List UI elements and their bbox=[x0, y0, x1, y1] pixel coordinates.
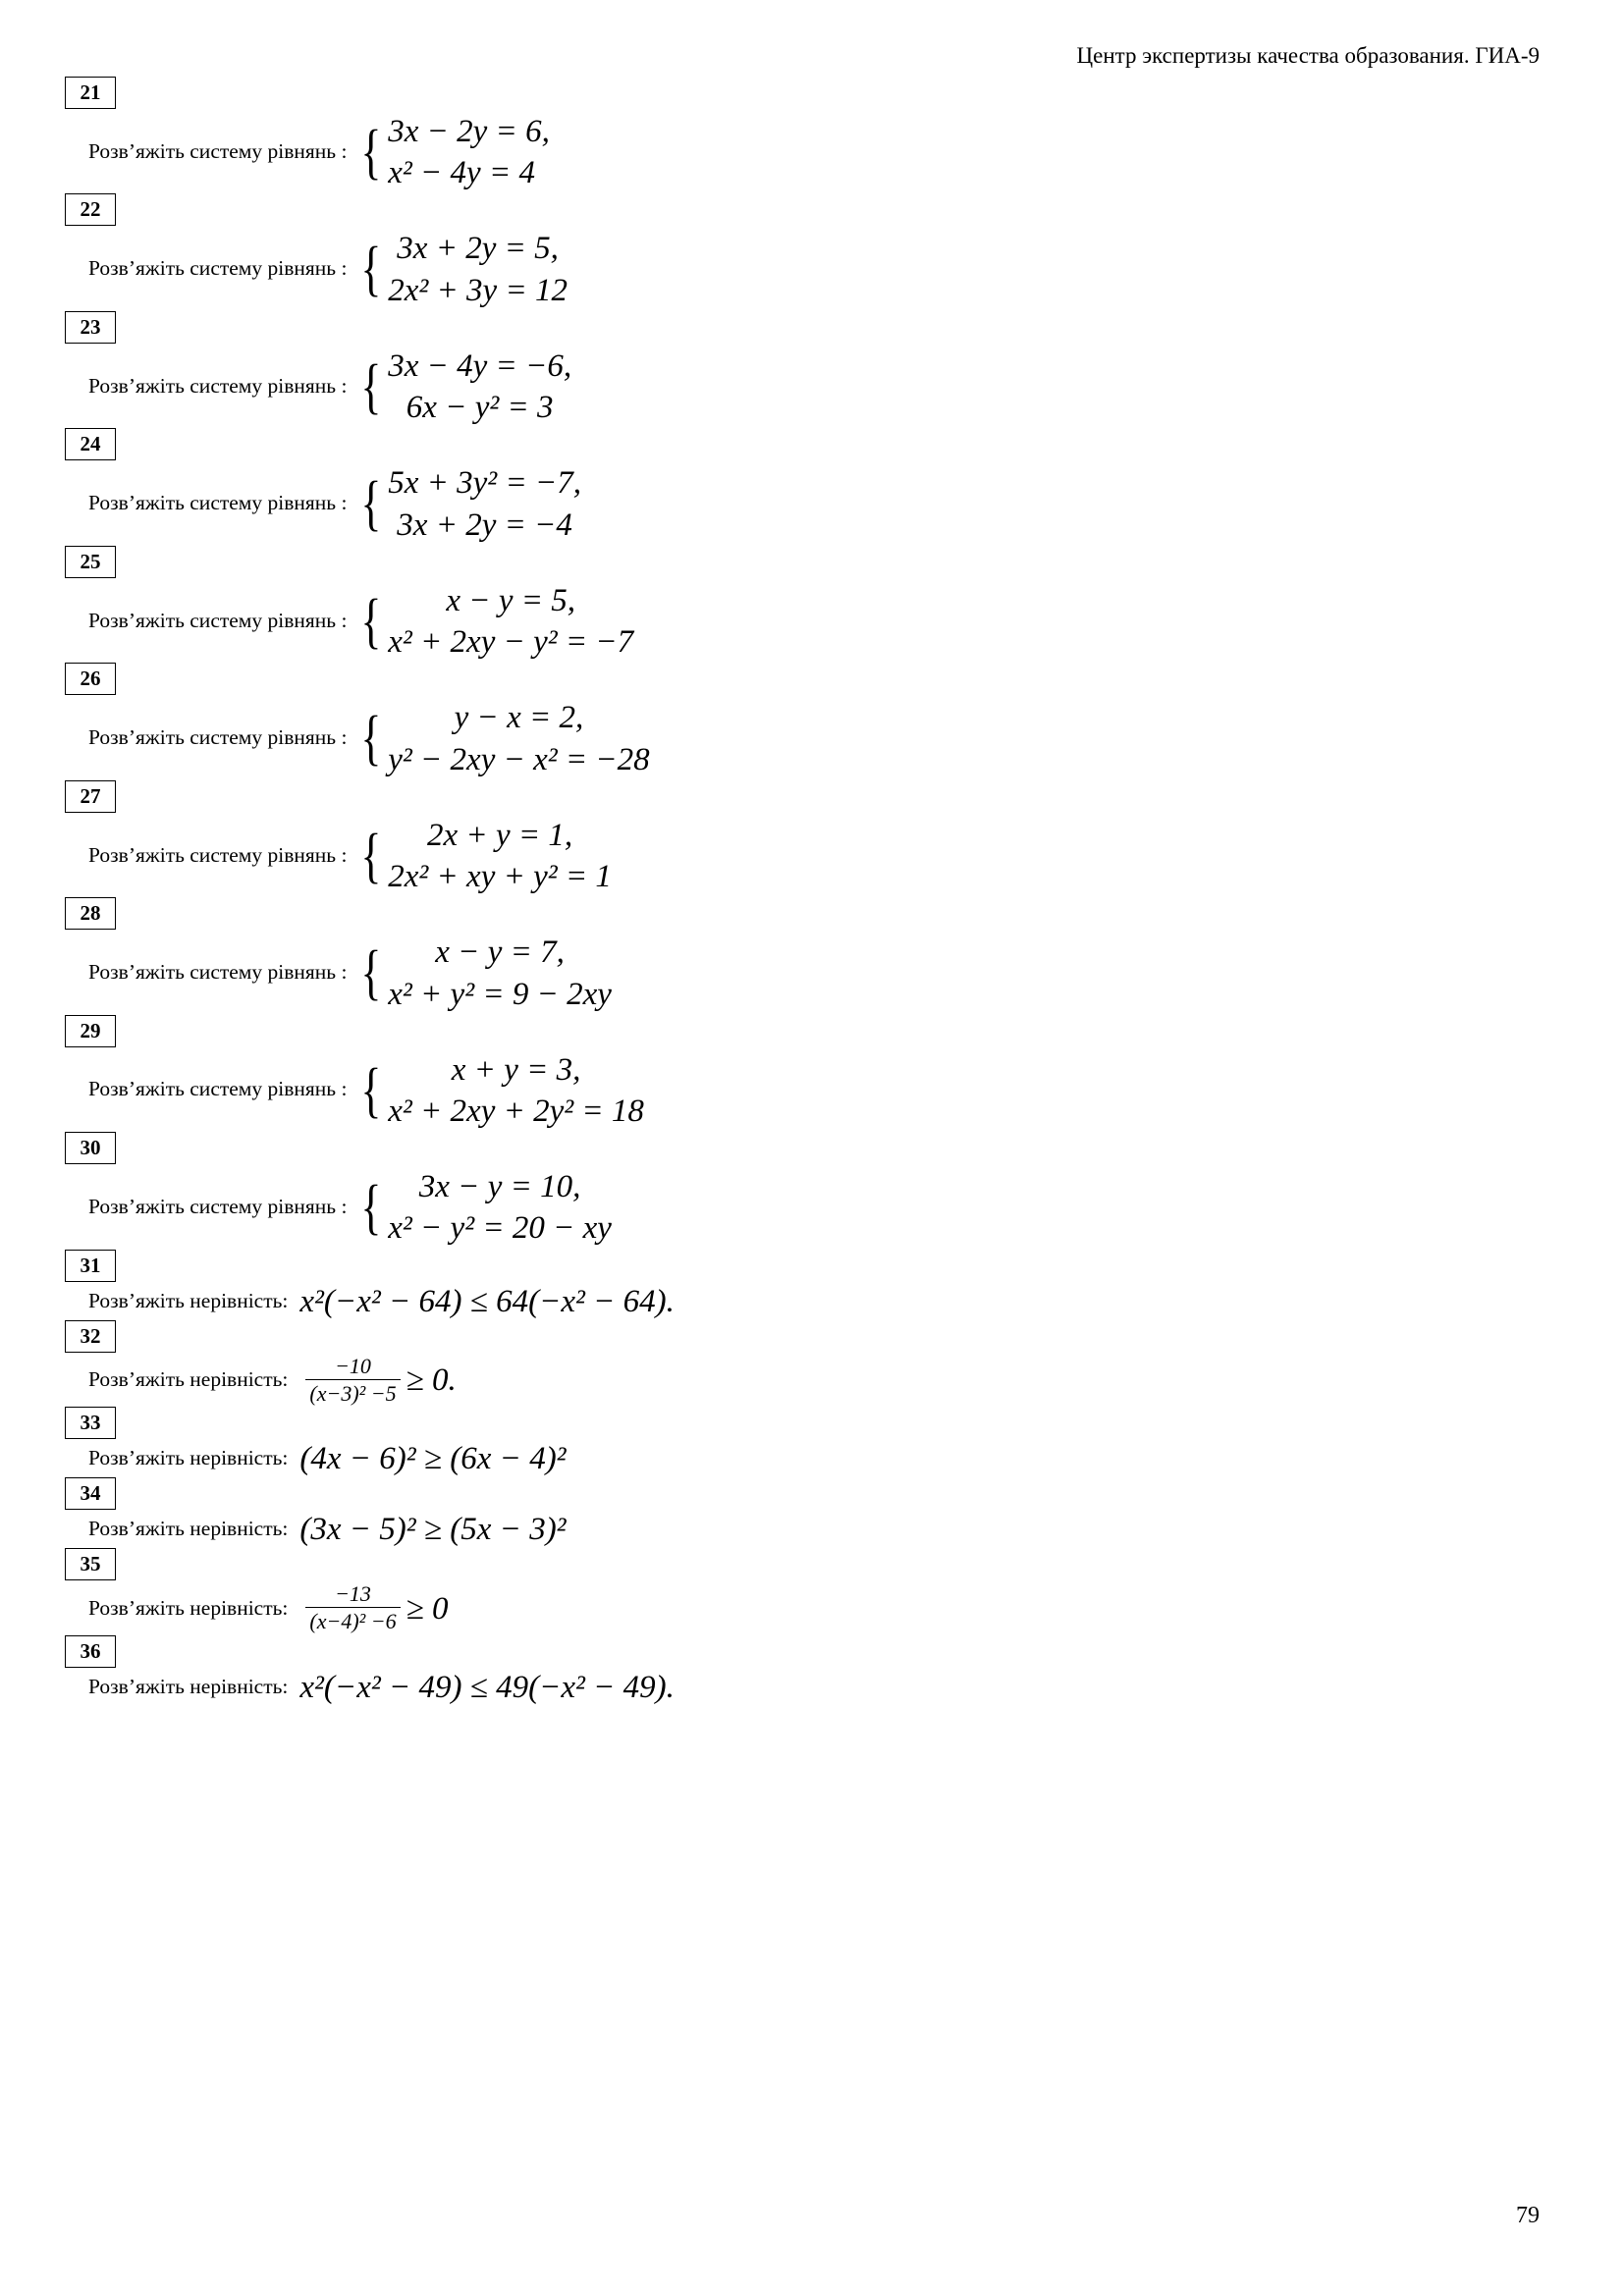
task-content bbox=[65, 1284, 1557, 1320]
task-content bbox=[65, 346, 1557, 428]
task-content bbox=[65, 1166, 1557, 1249]
equation-line: x − y = 5, bbox=[446, 582, 575, 618]
left-brace-icon: { bbox=[360, 822, 382, 889]
equation-system bbox=[356, 932, 611, 1014]
equation-system bbox=[356, 1166, 611, 1249]
fraction bbox=[305, 1582, 400, 1635]
equation-line: 2x + y = 1, bbox=[427, 817, 573, 853]
page-header: Центр экспертизы качества образования. ГИА-9 bbox=[1076, 43, 1540, 68]
equation-line: 5x + 3y² = −7, bbox=[388, 465, 581, 502]
task-content bbox=[65, 228, 1557, 310]
equation-line: x + y = 3, bbox=[451, 1051, 581, 1088]
equation-line: y − x = 2, bbox=[454, 700, 584, 736]
task-number: 22 bbox=[65, 193, 116, 226]
equation-lines bbox=[388, 1166, 612, 1249]
equation-system bbox=[356, 697, 649, 779]
task-prompt: Розв’яжіть нерівність: bbox=[88, 1288, 289, 1312]
equation-system bbox=[356, 1049, 643, 1132]
task-number: 27 bbox=[65, 780, 116, 813]
equation-line: x² + 2xy + 2y² = 18 bbox=[388, 1093, 644, 1129]
task-item bbox=[65, 77, 1557, 193]
task-number: 29 bbox=[65, 1015, 116, 1047]
task-number: 28 bbox=[65, 897, 116, 930]
task-prompt: Розв’яжіть систему рівнянь : bbox=[88, 373, 348, 398]
task-number: 31 bbox=[65, 1250, 116, 1282]
left-brace-icon: { bbox=[360, 705, 382, 773]
task-content bbox=[65, 1049, 1557, 1132]
task-content bbox=[65, 1355, 1557, 1408]
task-prompt: Розв’яжіть систему рівнянь : bbox=[88, 256, 348, 281]
equation-lines bbox=[388, 346, 571, 428]
task-prompt: Розв’яжіть систему рівнянь : bbox=[88, 608, 348, 632]
task-prompt: Розв’яжіть систему рівнянь : bbox=[88, 842, 348, 867]
task-number: 26 bbox=[65, 663, 116, 695]
left-brace-icon: { bbox=[360, 118, 382, 186]
equation-system bbox=[356, 580, 633, 663]
left-brace-icon: { bbox=[360, 236, 382, 303]
task-content bbox=[65, 932, 1557, 1014]
left-brace-icon: { bbox=[360, 352, 382, 420]
equation-lines bbox=[388, 580, 633, 663]
fraction bbox=[305, 1355, 400, 1408]
equation-line: 2x² + xy + y² = 1 bbox=[388, 859, 612, 895]
equation-lines bbox=[388, 111, 550, 193]
task-content bbox=[65, 1582, 1557, 1635]
task-prompt: Розв’яжіть систему рівнянь : bbox=[88, 491, 348, 515]
equation-lines bbox=[388, 1049, 644, 1132]
relation-text: ≥ 0 bbox=[406, 1590, 449, 1627]
task-number: 23 bbox=[65, 311, 116, 344]
task-item bbox=[65, 193, 1557, 310]
equation-lines bbox=[388, 697, 649, 779]
task-item bbox=[65, 663, 1557, 779]
page-number: 79 bbox=[1516, 2203, 1540, 2228]
task-item bbox=[65, 1407, 1557, 1477]
task-prompt: Розв’яжіть нерівність: bbox=[88, 1366, 289, 1391]
task-content bbox=[65, 111, 1557, 193]
equation-lines bbox=[388, 228, 568, 310]
left-brace-icon: { bbox=[360, 587, 382, 655]
fraction-numerator: −10 bbox=[335, 1353, 371, 1378]
equation-system bbox=[356, 346, 571, 428]
task-prompt: Розв’яжіть нерівність: bbox=[88, 1446, 289, 1470]
tasks-list bbox=[65, 77, 1557, 1706]
equation-line: x² + 2xy − y² = −7 bbox=[388, 624, 634, 661]
equation-line: y² − 2xy − x² = −28 bbox=[388, 741, 650, 777]
equation-system bbox=[356, 815, 611, 897]
fraction-denominator: (x−3)² −5 bbox=[305, 1379, 400, 1407]
left-brace-icon: { bbox=[360, 1174, 382, 1242]
equation-line: 3x + 2y = 5, bbox=[397, 231, 559, 267]
task-prompt: Розв’яжіть систему рівнянь : bbox=[88, 960, 348, 985]
equation-line: 2x² + 3y = 12 bbox=[388, 272, 568, 308]
equation-lines bbox=[388, 932, 612, 1014]
equation-line: 3x − 4y = −6, bbox=[388, 347, 572, 384]
task-number: 24 bbox=[65, 428, 116, 460]
equation-system bbox=[356, 111, 549, 193]
task-content bbox=[65, 580, 1557, 663]
task-number: 35 bbox=[65, 1548, 116, 1580]
task-item bbox=[65, 311, 1557, 428]
task-content bbox=[65, 462, 1557, 545]
task-number: 32 bbox=[65, 1320, 116, 1353]
inequality-expression: (4x − 6)² ≥ (6x − 4)² bbox=[299, 1441, 567, 1477]
task-item bbox=[65, 1548, 1557, 1635]
task-number: 33 bbox=[65, 1407, 116, 1439]
left-brace-icon: { bbox=[360, 1056, 382, 1124]
left-brace-icon: { bbox=[360, 470, 382, 538]
task-item bbox=[65, 780, 1557, 897]
task-prompt: Розв’яжіть систему рівнянь : bbox=[88, 725, 348, 750]
left-brace-icon: { bbox=[360, 939, 382, 1007]
task-item bbox=[65, 1015, 1557, 1132]
inequality-expression: (3x − 5)² ≥ (5x − 3)² bbox=[299, 1512, 567, 1548]
task-prompt: Розв’яжіть нерівність: bbox=[88, 1674, 289, 1698]
fraction-numerator: −13 bbox=[335, 1581, 371, 1607]
equation-line: x² − 4y = 4 bbox=[388, 155, 535, 191]
equation-line: x² + y² = 9 − 2xy bbox=[388, 976, 612, 1012]
equation-line: 3x + 2y = −4 bbox=[397, 507, 572, 543]
equation-system bbox=[356, 228, 568, 310]
inequality-expression bbox=[299, 1355, 456, 1408]
equation-lines bbox=[388, 462, 581, 545]
task-item bbox=[65, 1320, 1557, 1408]
task-content bbox=[65, 697, 1557, 779]
fraction-denominator: (x−4)² −6 bbox=[305, 1607, 400, 1634]
task-prompt: Розв’яжіть систему рівнянь : bbox=[88, 1077, 348, 1101]
task-prompt: Розв’яжіть нерівність: bbox=[88, 1595, 289, 1620]
relation-text: ≥ 0. bbox=[406, 1362, 457, 1398]
equation-line: x² − y² = 20 − xy bbox=[388, 1210, 612, 1247]
equation-line: 3x − 2y = 6, bbox=[388, 114, 550, 149]
equation-line: 6x − y² = 3 bbox=[406, 390, 554, 426]
task-item bbox=[65, 897, 1557, 1014]
task-number: 30 bbox=[65, 1132, 116, 1164]
task-content bbox=[65, 1670, 1557, 1706]
inequality-expression: x²(−x² − 49) ≤ 49(−x² − 49). bbox=[299, 1669, 675, 1705]
task-content bbox=[65, 1512, 1557, 1548]
task-content bbox=[65, 1441, 1557, 1477]
equation-line: 3x − y = 10, bbox=[418, 1169, 581, 1205]
task-number: 21 bbox=[65, 77, 116, 109]
task-content bbox=[65, 815, 1557, 897]
task-item bbox=[65, 1250, 1557, 1320]
task-item bbox=[65, 1477, 1557, 1548]
task-prompt: Розв’яжіть систему рівнянь : bbox=[88, 1194, 348, 1218]
task-item bbox=[65, 428, 1557, 545]
task-number: 36 bbox=[65, 1635, 116, 1668]
equation-lines bbox=[388, 815, 612, 897]
inequality-expression bbox=[299, 1582, 448, 1635]
equation-line: x − y = 7, bbox=[435, 934, 565, 971]
equation-system bbox=[356, 462, 581, 545]
task-number: 25 bbox=[65, 546, 116, 578]
task-number: 34 bbox=[65, 1477, 116, 1510]
task-item bbox=[65, 546, 1557, 663]
inequality-expression: x²(−x² − 64) ≤ 64(−x² − 64). bbox=[299, 1283, 675, 1319]
task-item bbox=[65, 1132, 1557, 1249]
task-prompt: Розв’яжіть нерівність: bbox=[88, 1517, 289, 1541]
task-prompt: Розв’яжіть систему рівнянь : bbox=[88, 138, 348, 163]
task-item bbox=[65, 1635, 1557, 1706]
